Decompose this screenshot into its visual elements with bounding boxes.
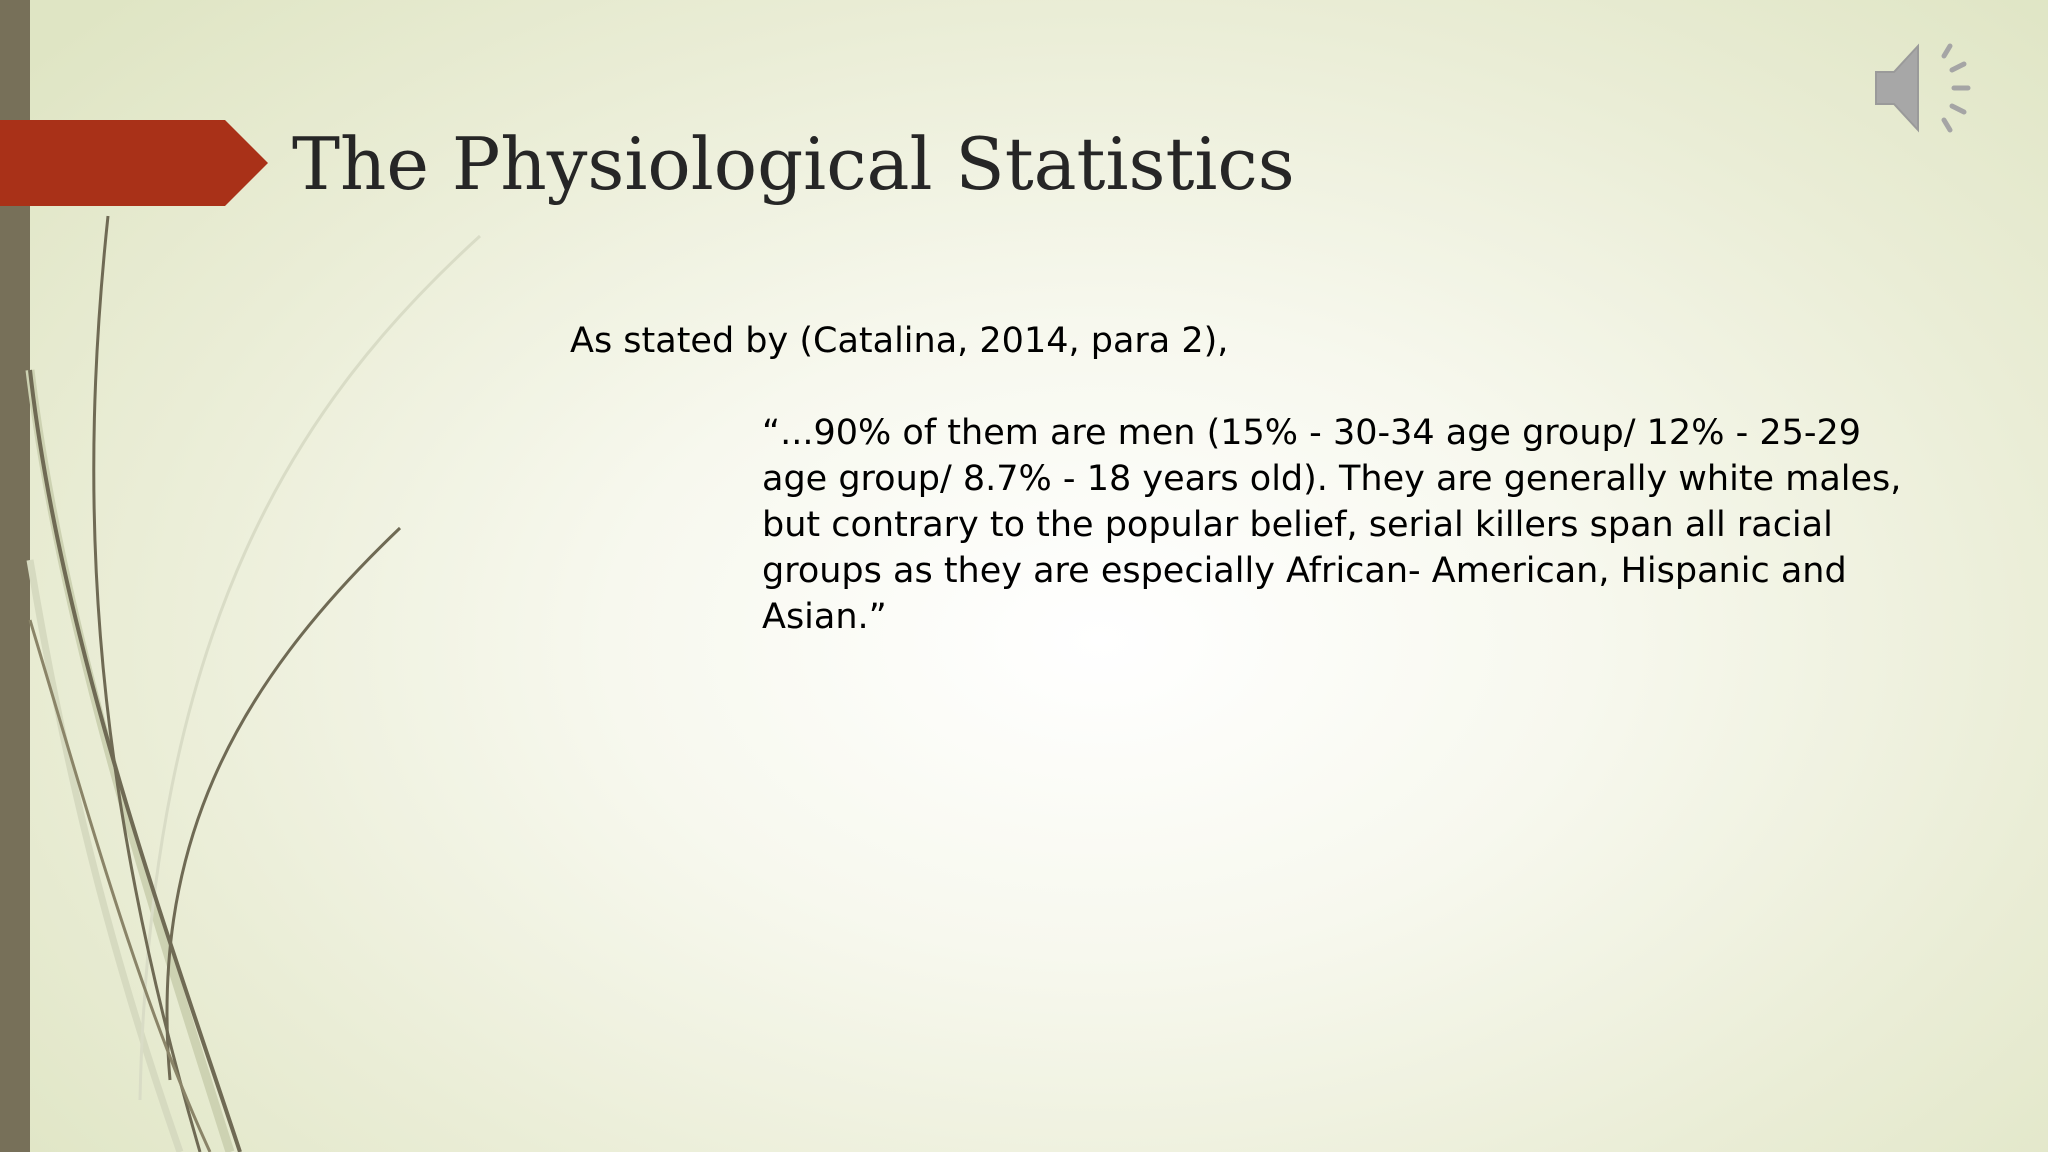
statistics-quote: “...90% of them are men (15% - 30-34 age group/ 12% - 25-29 age group/ 8.7% - 18 years old). They are generally white males, but contrary to the popular belief, serial killers span all racial groups as they are especially African- American, Hispanic and Asian.” — [762, 413, 1902, 637]
speaker-icon[interactable] — [1872, 38, 1976, 138]
citation-intro: As stated by (Catalina, 2014, para 2), — [570, 321, 1229, 361]
slide-title: The Physiological Statistics — [292, 122, 1295, 206]
title-arrow — [0, 120, 270, 206]
